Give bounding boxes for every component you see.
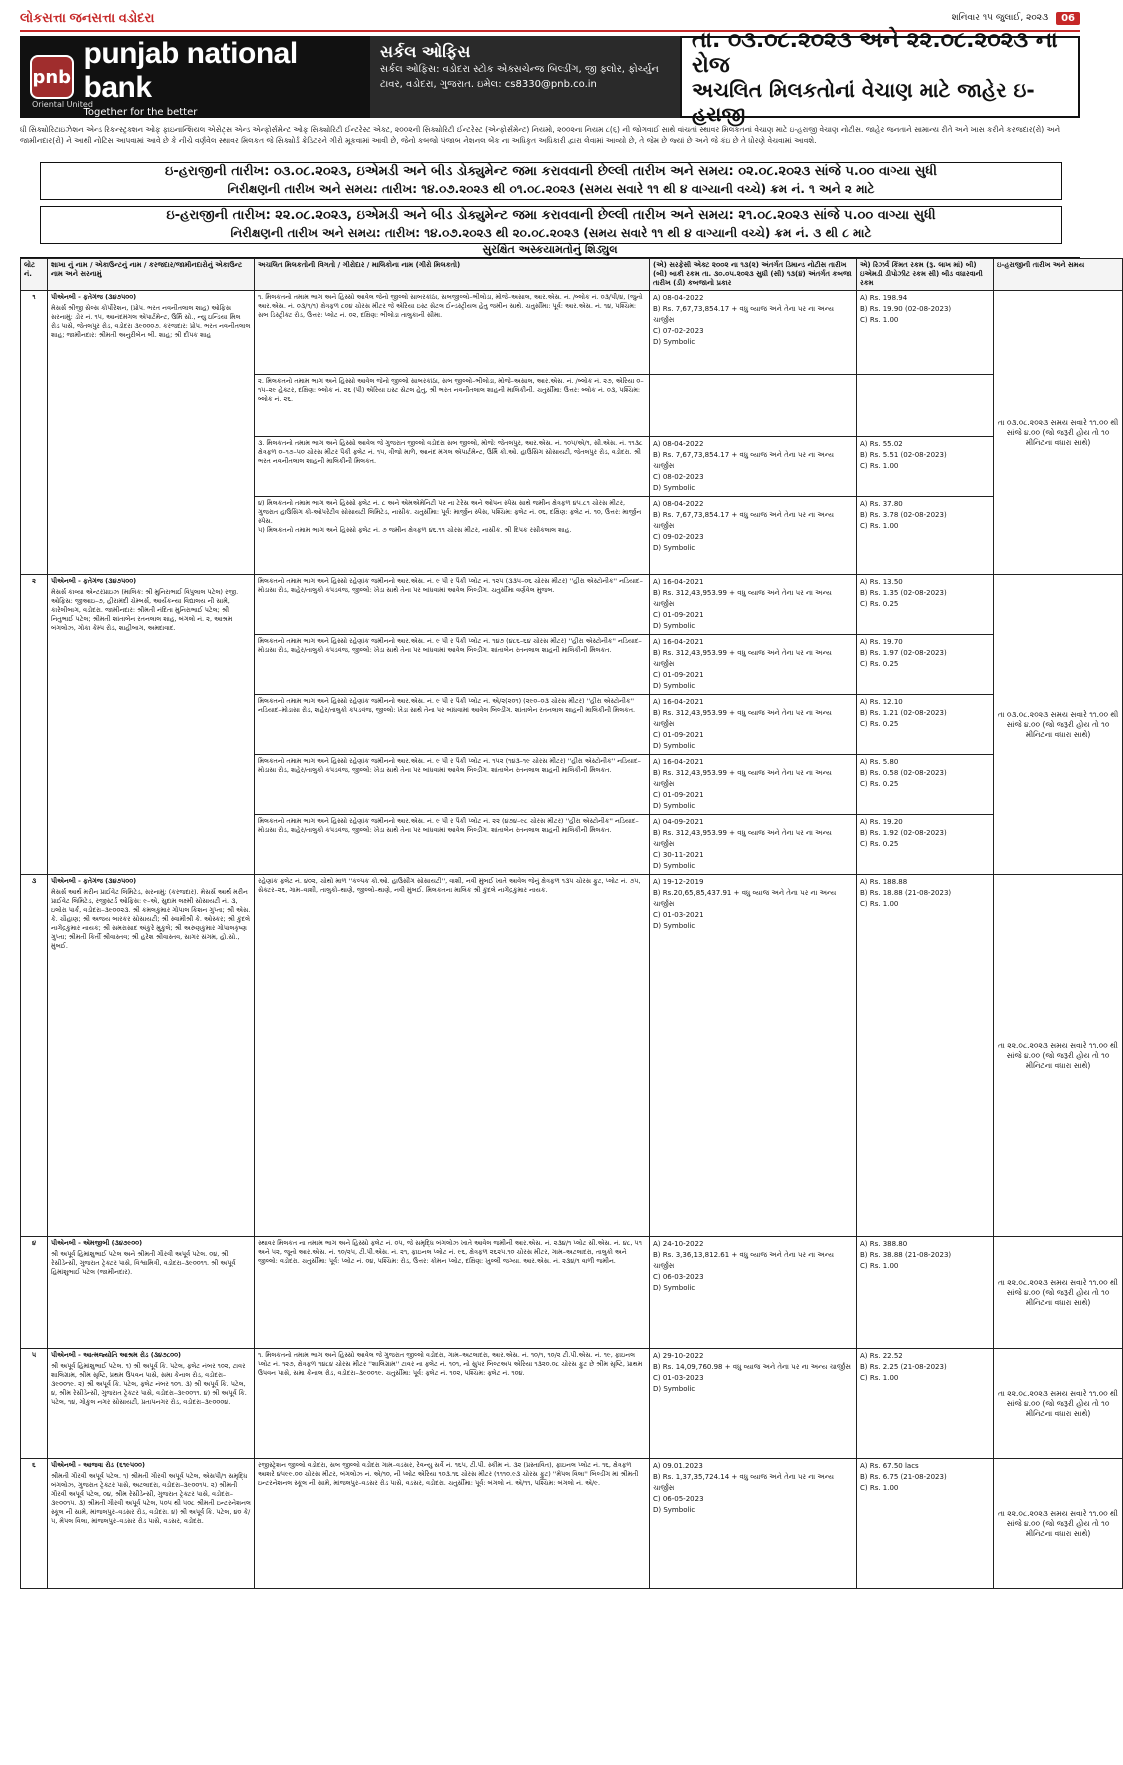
lot-number-text: ૫ (31, 1351, 37, 1359)
circle-office (370, 36, 680, 118)
demand-notice-amounts-text: A) 16-04-2021 B) Rs. 312,43,953.99 + વધુ વ્યાજ અને તેના પર ના અન્ય ચાર્જીસ C) 01-09-2021 D) Symbolic (653, 638, 832, 690)
property-description (255, 695, 650, 755)
reserve-price (857, 575, 994, 635)
reserve-price-text: A) Rs. 12.10 B) Rs. 1.21 (02-08-2023) C) Rs. 0.25 (860, 698, 947, 728)
header-property: અચલિત મિલકતોની વિગતો / ગીરોદાર / માલિકોના નામ (ગીરો મિલકતો) (255, 259, 650, 291)
property-description (255, 815, 650, 875)
property-description (255, 635, 650, 695)
property-description (255, 1459, 650, 1589)
borrower-cell (48, 1349, 255, 1459)
reserve-price (857, 291, 994, 375)
property-description-text: ૧. મિલકતનો તમામ ભાગ અને હિસ્સો આવેલ જેનો જીલ્લો સાબરકાંઠા, સબજીલ્લો–ભીલોડા, મોજે–અસાલ, આર.એસ. નં. /બ્લોક નં. ૦૩/પી/૪, (જુનો આર.એસ. નં. ૦૩/૧/૧) ક્ષેત્રફળ ૮૦૪ ચોરસ મીટર જે એરિયા ઇસ્ટ સેટલ ઈન્ડસ્ટ્રીયલ હેતુ જમીન સાથે. ચતુર્સીમા: પૂર્વ: આર.એસ. નં. ૧૪, પશ્ચિમ: સબ ડિસ્ટ્રીક્ટ રોડ, ઉત્તર: પ્લોટ નં. ૦૨, દક્ષિણ: ભીલોડા તાલુકાની સીમા. (258, 293, 643, 319)
bank-header (20, 28, 1080, 126)
demand-notice-amounts-text: A) 08-04-2022 B) Rs. 7,67,73,854.17 + વધુ વ્યાજ અને તેના પર ના અન્ય ચાર્જીસ C) 08-02-2023 D) Symbolic (653, 440, 835, 492)
property-description (255, 1349, 650, 1459)
lot-number-text: ૨ (32, 577, 36, 585)
bank-name: punjab national bank (83, 36, 298, 104)
bank-logo-block (20, 36, 370, 118)
borrower-cell (48, 1459, 255, 1589)
branch-name: પીએનબી - ફતેગંજ (૩૪૭૫૦૦) (51, 293, 137, 301)
auction-date-time (994, 291, 1123, 575)
demand-notice-amounts (650, 695, 857, 755)
reserve-price-text: A) Rs. 19.70 B) Rs. 1.97 (02-08-2023) C) Rs. 0.25 (860, 638, 947, 668)
band2-line2: નિરીક્ષણની તારીખ અને સમય: તારીખ: ૧૪.૦૭.૨૦૨૩ થી ૨૦.૦૮.૨૦૨૩ (સમય સવારે ૧૧ થી ૪ વાગ્યાની વચ્ચે) ક્રમ નં. ૩ થી ૮ માટે (230, 226, 872, 240)
property-description-text: ૩. મિલકતનો તમામ ભાગ અને હિસ્સો આવેલ જે ગુજરાત જીલ્લો વડોદરા સબ જીલ્લો, મોજે: જેતલપુર, આર.એસ. નં. ૧૦૫/એ/૧, સી.એસ. નં. ૧૧૩૮ ક્ષેત્રફળ ૦–૧૭–૫૦ ચોરસ મીટર પૈકી ફ્લેટ નં. ૧૫, ત્રીજો માળે, આનંદ મંગલ એપાર્ટમેન્ટ, ઉર્મિ કો.ઓ. હાઉસિંગ સોસાયટી, જેતલપુર રોડ, વડોદરા. શ્રી ભરત નવનીતલાલ શાહની માલિકીની મિલકત. (258, 439, 643, 465)
property-description (255, 755, 650, 815)
property-description-text: ૪) મિલકતનો તમામ ભાગ અને હિસ્સો ફ્લેટ નં. ૮ અને એમએમેનિટી પર ના ટેરેસ અને ઓપન સ્પેસ સાથે જમીન ક્ષેત્રફળ ૪૫.૮૧ ચોરસ મીટર, ગુજરાત હાઉસિંગ કો-ઓપરેટીવ સોસાયટી લિમિટેડ, નાસીક. ચતુર્સીમા: પૂર્વ: માર્જીન સ્પેસ, પશ્ચિમ: ફ્લેટ નં. ૦૬, દક્ષિણ: ફ્લેટ નં. ૧૦, ઉત્તર: માર્જીન સ્પેસ. ૫) મિલકતનો તમામ ભાગ અને હિસ્સો ફ્લેટ નં. ૭ જમીન ક્ષેત્રફળ ૪૬.૧૧ ચોરસ મીટર, નાસીક. શ્રી દિપક રસીકલાલ શાહ. (258, 499, 642, 534)
property-description-text: રહેણાંક ફ્લેટ નં. ૪૦૨, ચોથો માળ ''કલ્પક કો.ઓ. હાઉસીંગ સોસાયટી'', વાશી, નવી મુંબઈ ખાતે આવેલ જેનું ક્ષેત્રફળ ૧૩૫ ચોરસ ફુટ, પ્લોટ નં. ૭૫, સેક્ટર–૨૬, ગામ–વાશી, તાલુકો–થાણે, જીલ્લો–થાણે, નવી મુંબઈ. મિલકતના માલિક શ્રી કુંદલે નાગેંદ્રકુમાર નાયક. (258, 877, 641, 894)
demand-notice-amounts-text: A) 09.01.2023 B) Rs. 1,37,35,724.14 + વધુ વ્યાજ અને તેના પર ના અન્ય ચાર્જીસ C) 06-05-2023 D) Symbolic (653, 1462, 835, 1514)
reserve-price-text: A) Rs. 67.50 lacs B) Rs. 6.75 (21-08-2023) C) Rs. 1.00 (860, 1462, 947, 1492)
demand-notice-amounts (650, 815, 857, 875)
borrower-details: શ્રી અપૂર્વ હિમાંશુભાઈ પટેલ. ૧) શ્રી અપૂર્વ કિ. પટેલ, ફ્લેટ નંબર ૧૦૨, ટાવર શાલિગ્રામ, શ્રીમ સૃષ્ટિ, પ્રથમ ઉપવન પાસે, સમા કેનાલ રોડ, વડોદરા–૩૯૦૦૧૯. ૨) શ્રી અપૂર્વ કિ. પટેલ, ફ્લેટ નંબર ૧૦૧. ૩) શ્રી અપૂર્વ કિ. પટેલ, ૪, શ્રીમ રેસીડેન્સી, ગુજરાત ટ્રેક્ટર પાસે, વડોદરા–૩૯૦૦૧૧. ૪) શ્રી અપૂર્વ કિ. પટેલ, ૧૪, ગોકુલ નગર સોસાયટી, પ્રતાપનગર રોડ, વડોદરા–૩૯૦૦૦૪. (51, 1362, 247, 1406)
branch-name: પીએનબી - ફતેગંજ (૩૪૭૫૦૦) (51, 577, 137, 585)
property-description (255, 291, 650, 375)
borrower-details: શ્રી અપૂર્વ હિમાંશુભાઈ પટેલ અને શ્રીમતી ગૌરવી અપૂર્વ પટેલ. ૦૪, શ્રી રેસીડેન્સી, ગુજરાત ટ્રેક્ટર પાસે, વિશ્વામિત્રી, વડોદરા–૩૯૦૦૧૧. શ્રી અપૂર્વ હિમાંશુભાઈ પટેલ (જામીનદાર). (51, 1250, 236, 1276)
auction-schedule-band-1 (40, 162, 1062, 200)
lot-number (21, 1459, 48, 1589)
auction-heading-dates: તા. ૦૩.૦૮.૨૦૨૩ અને ૨૨.૦૮.૨૦૨૩ ના રોજ (692, 28, 1058, 78)
circle-office-title: સર્કલ ઓફિસ (380, 42, 471, 61)
header-auction: ઇ-હરાજીની તારીખ અને સમય (994, 259, 1123, 291)
table-body (21, 291, 1123, 1589)
table-row (21, 1349, 1123, 1459)
lot-number (21, 1349, 48, 1459)
reserve-price-text: A) Rs. 37.80 B) Rs. 3.78 (02-08-2023) C) Rs. 1.00 (860, 500, 947, 530)
property-description-text: મિલકતનો તમામ ભાગ અને હિસ્સો રહેણાંક જમીનનો આર.એસ. નં. ૯ પી ર પૈકી પ્લોટ નં. ૨૨ (૪૭૪–૯૮ ચોરસ મીટર) ''હીરા એસ્ટોનીક'' નડિયાદ–મોડાસા રોડ, શહેર/તાલુકો કપડવંજ, જીલ્લો: ખેડા સાથે તેના પર બાંધવામાં આવેલ બિલ્ડીંગ. શાંતાબેન રતનલાલ શાહની માલિકીની મિલકત. (258, 817, 639, 834)
property-description (255, 437, 650, 497)
auction-heading (680, 28, 1080, 126)
borrower-details: મેસર્સ શ્રીજી સેલ્સ કોર્પોરેશન, (પ્રોપ. ભરત નવનીતલાલ શાહ) ઓફિસ સરનામું: ડોર નં. ૧૫, આનંદમંગલ એપાર્ટમેન્ટ, ઉર્મિ સો., ન્યુ ઇન્ડિયા મિલ રોડ પાસે, જેતલપુર રોડ, વડોદરા ૩૯૦૦૦૭. કરજદાર: પ્રોપ. ભરત નવનીતલાલ શાહ; જામીનદાર: શ્રીમતી અનુરીબેન બી. શાહ; શ્રી દીપક શાહ (51, 304, 251, 339)
reserve-price (857, 695, 994, 755)
demand-notice-amounts (650, 291, 857, 375)
property-description (255, 1237, 650, 1349)
table-row (21, 875, 1123, 1237)
table-row (21, 291, 1123, 375)
auction-schedule-band-2 (40, 206, 1062, 244)
demand-notice-amounts-text: A) 08-04-2022 B) Rs. 7,67,73,854.17 + વધુ વ્યાજ અને તેના પર ના અન્ય ચાર્જીસ C) 07-02-2023 D) Symbolic (653, 294, 835, 346)
band1-line1: ઇ-હરાજીની તારીખ: ૦૩.૦૮.૨૦૨૩, ઇએમડી અને બીડ ડોક્યુમેન્ટ જમા કરાવવાની છેલ્લી તારીખ અને સમય: ૦૨.૦૮.૨૦૨૩ સાંજે ૫.૦૦ વાગ્યા સુધી (165, 164, 937, 179)
table-header-row (21, 259, 1123, 291)
reserve-price-text: A) Rs. 13.50 B) Rs. 1.35 (02-08-2023) C) Rs. 0.25 (860, 578, 947, 608)
bank-tagline: Together for the better (83, 106, 198, 118)
borrower-details: મેસર્સ કાવ્યા એન્ટરપ્રાઇઝ (માલિક: શ્રી મુનિરાભાઈ વિપુલાલ પટેલ) રજી. ઓફિસ: જીઆઇ–૭, હીરામંદી ચેમ્બર્સ, આર્યકન્યા વિદ્યાલય ની સામે, કારેલીબાગ, વડોદરા. જામીનદાર: શ્રીમતી નંદિતા મુનિરાભાઈ પટેલ; શ્રી નિતુભાઈ પટેલ; શ્રીમતી શાંતાબેન રતનલાલ શાહ, બંગલો નં. ૨, આશ્રમ બંગલોઝ, ગોકા કેમ્પ રોડ, શાહીબાગ, અમદાવાદ. (51, 588, 239, 632)
reserve-price-text: A) Rs. 19.20 B) Rs. 1.92 (02-08-2023) C) Rs. 0.25 (860, 818, 947, 848)
demand-notice-amounts-text: A) 08-04-2022 B) Rs. 7,67,73,854.17 + વધુ વ્યાજ અને તેના પર ના અન્ય ચાર્જીસ C) 09-02-2023 D) Symbolic (653, 500, 835, 552)
header-branch: શાખા નું નામ / એકાઉન્ટનું નામ / કરજદાર/જામીનદારોનું એકાઉન્ટ નામ અને સરનામું (48, 259, 255, 291)
reserve-price (857, 635, 994, 695)
demand-notice-amounts-text: A) 19-12-2019 B) Rs.20,65,85,437.91 + વધુ વ્યાજ અને તેના પર ના અન્ય ચાર્જીસ C) 01-03-2021 D) Symbolic (653, 878, 837, 930)
auction-heading-title: અચલિત મિલકતોનાં વેચાણ માટે જાહેર ઇ-હરાજી (692, 78, 1035, 126)
assets-schedule-table (20, 258, 1123, 1589)
borrower-cell (48, 875, 255, 1237)
property-description-text: ૨. મિલકતનો તમામ ભાગ અને હિસ્સો આવેલ જેનો જીલ્લો સાબરકાંઠા, સબ જીલ્લો–ભીલોડા, મોજે–અસાલ, આર.એસ. નં. /બ્લોક નં. ૨૭, એરિયા ૦–૧૫–૨૯ હેક્ટર, દક્ષિણ: બ્લોક નં. ૨૬ (પી) એરિયા ઇસ્ટ સેટલ હેતુ, શ્રી ભરત નવનીતલાલ શાહની માલિકીની. ચતુર્સીમા: ઉત્તર: બ્લોક નં. ૦૩, પશ્ચિમ: બ્લોક નં. ૨૬. (258, 377, 644, 403)
reserve-price-text: A) Rs. 55.02 B) Rs. 5.51 (02-08-2023) C) Rs. 1.00 (860, 440, 947, 470)
demand-notice-amounts-text: A) 16-04-2021 B) Rs. 312,43,953.99 + વધુ વ્યાજ અને તેના પર ના અન્ય ચાર્જીસ C) 01-09-2021 D) Symbolic (653, 758, 832, 810)
issue-date: શનિવાર ૧૫ જુલાઈ, ૨૦૨૩ (951, 13, 1049, 23)
circle-office-address: સર્કલ ઓફિસ: વડોદરા સ્ટોક એક્સચેન્જ બિલ્ડીંગ, જી ફ્લોર, ફોર્ચ્યુન ટાવર, વડોદરા, ગુજરાત. ઇમેલ: cs8330@pnb.co.in (380, 64, 659, 90)
table-row (21, 1459, 1123, 1589)
borrower-cell (48, 575, 255, 875)
property-description-text: ૧. મિલકતનો તમામ ભાગ અને હિસ્સો આવેલ જે ગુજરાત જીલ્લો વડોદરા, ગામ–અટલાદરા, આર.એસ. નં. ૧૦/૧, ૧૦/૨ ટી.પી.એસ. નં. ૧૯, ફાઇનલ પ્લોટ નં. ૧૨૭, ક્ષેત્રફળ ૧૪૮૪ ચોરસ મીટર ''શાલિગ્રામ'' ટાવર ના ફ્લેટ નં. ૧૦૧, નો સુપર બિલ્ટઅપ એરિયા ૧૩૨૦.૦૮ ચોરસ ફુટ છે શ્રીમ સૃષ્ટિ, પ્રાથમ ઉપવન પાસે, સમા કેનાલ રોડ, વડોદરા–૩૯૦૦૧૯. ચતુર્સીમા: પૂર્વ: ફ્લેટ નં. ૧૦૨, પશ્ચિમ: ફ્લેટ નં. ૧૦૪. (258, 1351, 643, 1377)
auction-date-time (994, 1237, 1123, 1349)
property-description (255, 575, 650, 635)
masthead-right (952, 12, 1080, 25)
demand-notice-amounts-text: A) 16-04-2021 B) Rs. 312,43,953.99 + વધુ વ્યાજ અને તેના પર ના અન્ય ચાર્જીસ C) 01-09-2021 D) Symbolic (653, 578, 832, 630)
reserve-price (857, 815, 994, 875)
lot-number-text: ૩ (31, 877, 37, 885)
borrower-cell (48, 1237, 255, 1349)
demand-notice-amounts (650, 755, 857, 815)
reserve-price-text: A) Rs. 188.88 B) Rs. 18.88 (21-08-2023) C) Rs. 1.00 (860, 878, 952, 908)
header-reserve: એ) રિઝર્વ કિંમત રકમ (રૂ. લાખ માં) બી) ઇએમડી ડીપોઝીટ રકમ સી) બીડ વધારવાની રકમ (857, 259, 994, 291)
demand-notice-amounts-text: A) 16-04-2021 B) Rs. 312,43,953.99 + વધુ વ્યાજ અને તેના પર ના અન્ય ચાર્જીસ C) 01-09-2021 D) Symbolic (653, 698, 832, 750)
auction-date-time-text: તા ૨૨.૦૮.૨૦૨૩ સમય સવારે ૧૧.૦૦ થી સાંજે ૪.૦૦ (જો જરૂરી હોય તો ૧૦ મીનિટના વધારા સાથે) (998, 1277, 1118, 1307)
reserve-price-text: A) Rs. 5.80 B) Rs. 0.58 (02-08-2023) C) Rs. 0.25 (860, 758, 947, 788)
reserve-price (857, 1349, 994, 1459)
lot-number (21, 875, 48, 1237)
auction-date-time (994, 875, 1123, 1237)
property-description-text: સ્થાવર મિલકત ના તમામ ભાગ અને હિસ્સો ફ્લેટ નં. ૦૫, જે સમૃદ્ધિ બંગલોઝ ખાતે આવેલ જમીની આર.એસ. નં. ૨૩૪/૧ પ્લોટ સી.એસ. નં. ૪૮, ૫૧ અને ૫૨, જૂનો આર.એસ. નં. ૧૦/૨૫, ટી.પી.એસ. નં. ૨૧, ફાઇનલ પ્લોટ નં. ૯૬, ક્ષેત્રફળ ૨૬૨૫.૧૦ ચોરસ મીટર, ગામ–અટલાદરા, તાલુકો અને જીલ્લો: વડોદરા. ચતુર્સીમા: પૂર્વ: પ્લોટ નં. ૦૪, પશ્ચિમ: રોડ, ઉત્તર: કોમન પ્લોટ, દક્ષિણ: ખુલ્લી જગ્યા. આર.એસ. નં. ૨૩૪/૧ વાળી જમીન. (258, 1239, 642, 1265)
reserve-price (857, 875, 994, 1237)
demand-notice-amounts (650, 575, 857, 635)
reserve-price (857, 755, 994, 815)
reserve-price-text: A) Rs. 22.52 B) Rs. 2.25 (21-08-2023) C) Rs. 1.00 (860, 1352, 947, 1382)
property-description (255, 375, 650, 437)
demand-notice-amounts-text: A) 04-09-2021 B) Rs. 312,43,953.99 + વધુ વ્યાજ અને તેના પર ના અન્ય ચાર્જીસ C) 30-11-2021 D) Symbolic (653, 818, 832, 870)
property-description (255, 875, 650, 1237)
lot-number (21, 1237, 48, 1349)
property-description-text: રજીસ્ટ્રેશન જીલ્લો વડોદરા, સબ જીલ્લો વડોદરા ગામ–વડસર, રેવન્યુ સર્વે નં. ૧૬૫, ટી.પી. સ્કીમ નં. ૩૨ (પ્રસ્તાવિત), ફાઇનલ પ્લોટ નં. ૧૬, ક્ષેત્રફળ આશરે ૪૫૯૯.૦૦ ચોરસ મીટર, બંગલોઝ નં. એ/૧૦, ની પ્લોટ એરિયા ૧૦૩.૧૬ ચોરસ મીટર (૧૧૧૦.૯૩ ચોરસ ફુટ) ''મેપલ વિલા'' બિલ્ડીંગ માં શ્રીમતી ઇન્ટરનેશનલ સ્કૂલ ની સામે, માંજલપુર–વડસર રોડ પાસે, વડસર, વડોદરા. ચતુર્સીમા: પૂર્વ: બંગલો નં. એ/૧૧, પશ્ચિમ: બંગલો નં. એ/૯. (258, 1461, 639, 1487)
table-row (21, 1237, 1123, 1349)
property-description (255, 497, 650, 575)
property-description-text: મિલકતનો તમામ ભાગ અને હિસ્સો રહેણાંક જમીનનો આર.એસ. નં. ૯ પી ર પૈકી પ્લોટ નં. એ/૨(૨૦૧) (૨૯૦–૦૩ ચોરસ મીટર) ''હીરા એસ્ટોનીક'' નડિયાદ–મોડાસા રોડ, શહેર/તાલુકો કપડવંજ, જીલ્લો: ખેડા સાથે તેના પર બાંધવામાં આવેલ બિલ્ડીંગ. શાંતાબેન રતનલાલ શાહની માલિકીની મિલકત. (258, 697, 636, 714)
reserve-price (857, 1459, 994, 1589)
auction-date-time (994, 1349, 1123, 1459)
lot-number-text: ૧ (32, 293, 36, 301)
header-amounts: (એ) સરફેસી એક્ટ ૨૦૦૨ ના ૧૩(૨) અંતર્ગત ડિમાન્ડ નોટીસ તારીખ (બી) બાકી રકમ તા. ૩૦.૦૫.૨૦૨૩ સુધી (સી) ૧૩(૪) અંતર્ગત કબજા તારીખ (ડી) કબજાનો પ્રકાર (650, 259, 857, 291)
demand-notice-amounts-text: A) 29-10-2022 B) Rs. 14,09,760.98 + વધુ વ્યાજ અને તેના પર ના અન્ય ચાર્જીસ C) 01-03-2023 D) Symbolic (653, 1352, 851, 1393)
reserve-price (857, 375, 994, 437)
auction-date-time-text: તા ૨૨.૦૮.૨૦૨૩ સમય સવારે ૧૧.૦૦ થી સાંજે ૪.૦૦ (જો જરૂરી હોય તો ૧૦ મીનિટના વધારા સાથે) (998, 1508, 1118, 1538)
page-number: 06 (1056, 12, 1080, 25)
demand-notice-amounts (650, 437, 857, 497)
table-row (21, 575, 1123, 635)
demand-notice-amounts (650, 875, 857, 1237)
lot-number-text: ૬ (32, 1461, 36, 1469)
reserve-price-text: A) Rs. 198.94 B) Rs. 19.90 (02-08-2023) C) Rs. 1.00 (860, 294, 952, 324)
demand-notice-amounts (650, 1459, 857, 1589)
header-lot: લોટ નં. (21, 259, 48, 291)
schedule-title: સુરક્ષિત અસ્કયામતોનું શિડ્યુલ (20, 243, 1080, 258)
borrower-cell (48, 291, 255, 575)
reserve-price (857, 497, 994, 575)
property-description-text: મિલકતનો તમામ ભાગ અને હિસ્સો રહેણાંક જમીનનો આર.એસ. નં. ૯ પી ર પૈકી પ્લોટ નં. ૧૨૫ (૩૩૫–૦૬ ચોરસ મીટર) ''હીરા એસ્ટોનીક'' નડિયાદ–મોડાસા રોડ, શહેર/તાલુકો કપડવંજ, જીલ્લો: ખેડા સાથે તેના પર બાંધવામાં આવેલ બિલ્ડીંગ. ચતુર્સીમા વર્ણવેલ મુજબ. (258, 577, 643, 594)
borrower-details: શ્રીમતી ગૌરવી અપૂર્વ પટેલ. ૧) શ્રીમતી ગૌરવી અપૂર્વ પટેલ, એસપી/૧ સમૃદ્ધિ બંગલોઝ, ગુજરાત ટ્રેક્ટર પાસે, અટલાદરા, વડોદરા–૩૯૦૦૧૫. ૨) શ્રીમતી ગૌરવી અપૂર્વ પટેલ, ૦૪, શ્રીમ રેસીડેન્સી, ગુજરાત ટ્રેક્ટર પાસે, વડોદરા–૩૯૦૦૧૫. ૩) શ્રીમતી ગૌરવી અપૂર્વ પટેલ, ૫૦૫ થી ૫૦૮ શ્રીમતી ઇન્ટરનેશનલ સ્કૂલ ની સામે, માંજલપુર–વડસર રોડ, વડોદરા. ૪) શ્રી અપૂર્વ કિ. પટેલ, ૪૦ કે/૫, મેપલ વિલા, માંજલપુર–વડસર રોડ પાસે, વડસર, વડોદરા. (51, 1472, 251, 1525)
auction-date-time-text: તા ૨૨.૦૮.૨૦૨૩ સમય સવારે ૧૧.૦૦ થી સાંજે ૪.૦૦ (જો જરૂરી હોય તો ૧૦ મીનિટના વધારા સાથે) (998, 1388, 1118, 1418)
band2-line1: ઇ-હરાજીની તારીખ: ૨૨.૦૮.૨૦૨૩, ઇએમડી અને બીડ ડોક્યુમેન્ટ જમા કરાવવાની છેલ્લી તારીખ અને સમય: ૨૧.૦૮.૨૦૨૩ સાંજે ૫.૦૦ વાગ્યા સુધી (166, 208, 936, 223)
pnb-logo-icon: pnb (30, 55, 74, 99)
demand-notice-amounts (650, 635, 857, 695)
auction-date-time-text: તા ૦૩.૦૮.૨૦૨૩ સમય સવારે ૧૧.૦૦ થી સાંજે ૪.૦૦ (જો જરૂરી હોય તો ૧૦ મીનિટના વધારા સાથે) (997, 417, 1119, 447)
borrower-details: મેસર્સ આર્થ મરીન પ્રાઈવેટ લિમિટેડ, સરનામું: (કરજદાર). મેસર્સ આર્થ મરીન પ્રાઈવેટ લિમિટેડ, રજીસ્ટર્ડ ઓફિસ: ૯–એ, સુદામ લક્ષ્મી સોસાયટી નં. ૩, ઇલોરા પાર્ક, વડોદરા–૩૯૦૦૨૩. શ્રી કમલકુમાર ગોપાલ કિશન ગુપ્તા; શ્રી એસ. કે. ચૌહાણ; શ્રી અજય બારકર સોસાયટી; શ્રી સ્વામીશ્રી કે. ઓસ્કર; શ્રી કુંદલે નાગેંદ્રકુમાર નાયક; શ્રી સમરાસાદ અંકુરે મુકુલે; શ્રી અરુણકુમાર ગોપાલકૃષ્ણ ગુપ્તા; શ્રીમતી કિર્તી શ્રીવાસ્તવ; શ્રી હરેશ શ્રીવાસ્તવ, સાગર સંગમ, હો.સો., મુંબઈ. (51, 888, 251, 950)
branch-name: પીએનબી - એમજીબી (૩૪૭૯૦૦) (51, 1239, 143, 1247)
auction-date-time (994, 575, 1123, 875)
reserve-price (857, 1237, 994, 1349)
auction-date-time-text: તા ૦૩.૦૮.૨૦૨૩ સમય સવારે ૧૧.૦૦ થી સાંજે ૪.૦૦ (જો જરૂરી હોય તો ૧૦ મીનિટના વધારા સાથે) (997, 709, 1119, 739)
merged-bank-logos: Oriental United (32, 100, 93, 109)
demand-notice-amounts-text: A) 24-10-2022 B) Rs. 3,36,13,812.61 + વધુ વ્યાજ અને તેના પર ના અન્ય ચાર્જીસ C) 06-03-2023 D) Symbolic (653, 1240, 835, 1292)
lot-number (21, 291, 48, 575)
branch-name: પીએનબી - આત્મજ્યોતિ આશ્રમ રોડ (૩૪૭૮૦૦) (51, 1351, 181, 1359)
demand-notice-amounts (650, 1349, 857, 1459)
property-description-text: મિલકતનો તમામ ભાગ અને હિસ્સો રહેણાંક જમીનનો આર.એસ. નં. ૯ પી ર પૈકી પ્લોટ નં. ૧૪૭ (૪૮૬–૬૪ ચોરસ મીટર) ''હીરા એસ્ટોનીક'' નડિયાદ–મોડાસા રોડ, શહેર/તાલુકો કપડવંજ, જીલ્લો: ખેડા સાથે તેના પર બાંધવામાં આવેલ બિલ્ડીંગ. શાંતાબેન રતનલાલ શાહની માલિકીની મિલકત. (258, 637, 642, 654)
lot-number (21, 575, 48, 875)
reserve-price-text: A) Rs. 388.80 B) Rs. 38.88 (21-08-2023) C) Rs. 1.00 (860, 1240, 952, 1270)
auction-date-time-text: તા ૨૨.૦૮.૨૦૨૩ સમય સવારે ૧૧.૦૦ થી સાંજે ૪.૦૦ (જો જરૂરી હોય તો ૧૦ મીનિટના વધારા સાથે) (998, 1040, 1118, 1070)
reserve-price (857, 437, 994, 497)
newspaper-name: લોકસત્તા જનસત્તા વડોદરા (20, 10, 155, 25)
branch-name: પીએનબી - ફતેગંજ (૩૪૭૫૦૦) (51, 877, 137, 885)
demand-notice-amounts (650, 375, 857, 437)
auction-date-time (994, 1459, 1123, 1589)
property-description-text: મિલકતનો તમામ ભાગ અને હિસ્સો રહેણાંક જમીનનો આર.એસ. નં. ૯ પી ર પૈકી પ્લોટ નં. ૧૫૨ (૧૪૩–૧૯ ચોરસ મીટર) ''હીરા એસ્ટોનીક'' નડિયાદ–મોડાસા રોડ, શહેર/તાલુકો કપડવંજ, જીલ્લો: ખેડા સાથે તેના પર બાંધવામાં આવેલ બિલ્ડીંગ. શાંતાબેન રતનલાલ શાહની માલિકીની મિલકત. (258, 757, 641, 774)
demand-notice-amounts (650, 497, 857, 575)
lot-number-text: ૪ (31, 1239, 37, 1247)
branch-name: પીએનબી - આજવા રોડ (૬૧૯૫૦૦) (51, 1461, 145, 1469)
band1-line2: નિરીક્ષણની તારીખ અને સમય: તારીખ: ૧૪.૦૭.૨૦૨૩ થી ૦૧.૦૮.૨૦૨૩ (સમય સવારે ૧૧ થી ૪ વાગ્યાની વચ્ચે) ક્રમ નં. ૧ અને ૨ માટે (227, 182, 875, 196)
demand-notice-amounts (650, 1237, 857, 1349)
notice-intro: ધી સિક્યોરિટાઇઝેશન એન્ડ રિકન્સ્ટ્રક્શન ઓફ ફાઇનાન્શિયલ એસેટ્સ એન્ડ એન્ફોર્સમેન્ટ ઓફ સિક્યોરિટી ઈન્ટરેસ્ટ એક્ટ, ૨૦૦૨ની સિક્યોરિટી ઈન્ટરેસ્ટ (એન્ફોર્સમેન્ટ) નિયમો, ૨૦૦૨ના નિયમ ૮(૬) ની જોગવાઈ સાથે વાંચતાં સ્થાવર મિલકતનાં વેચાણ માટે ઇ-હરાજી વેચાણ નોટીસ. જાહેર જનતાને સામાન્ય રીતે અને ખાસ કરીને કરજદાર(રો) અને જામીનદાર(રો) ને આથી નોટિસ આપવામાં આવે છે કે નીચે વર્ણવેલ સ્થાવર મિલકત જે સિક્યોર્ડ ક્રેડિટરને ગીરો મૂકવામાં આવી છે, જેનો કબજો પંજાબ નેશનલ બેંક ના અધિકૃત અધિકારી દ્વારા લેવામાં આવ્યો છે, તે જેમ છે જ્યાં છે અને જે કંઇ છે તે ધોરણે વેચવામાં આવશે. (20, 125, 1061, 145)
